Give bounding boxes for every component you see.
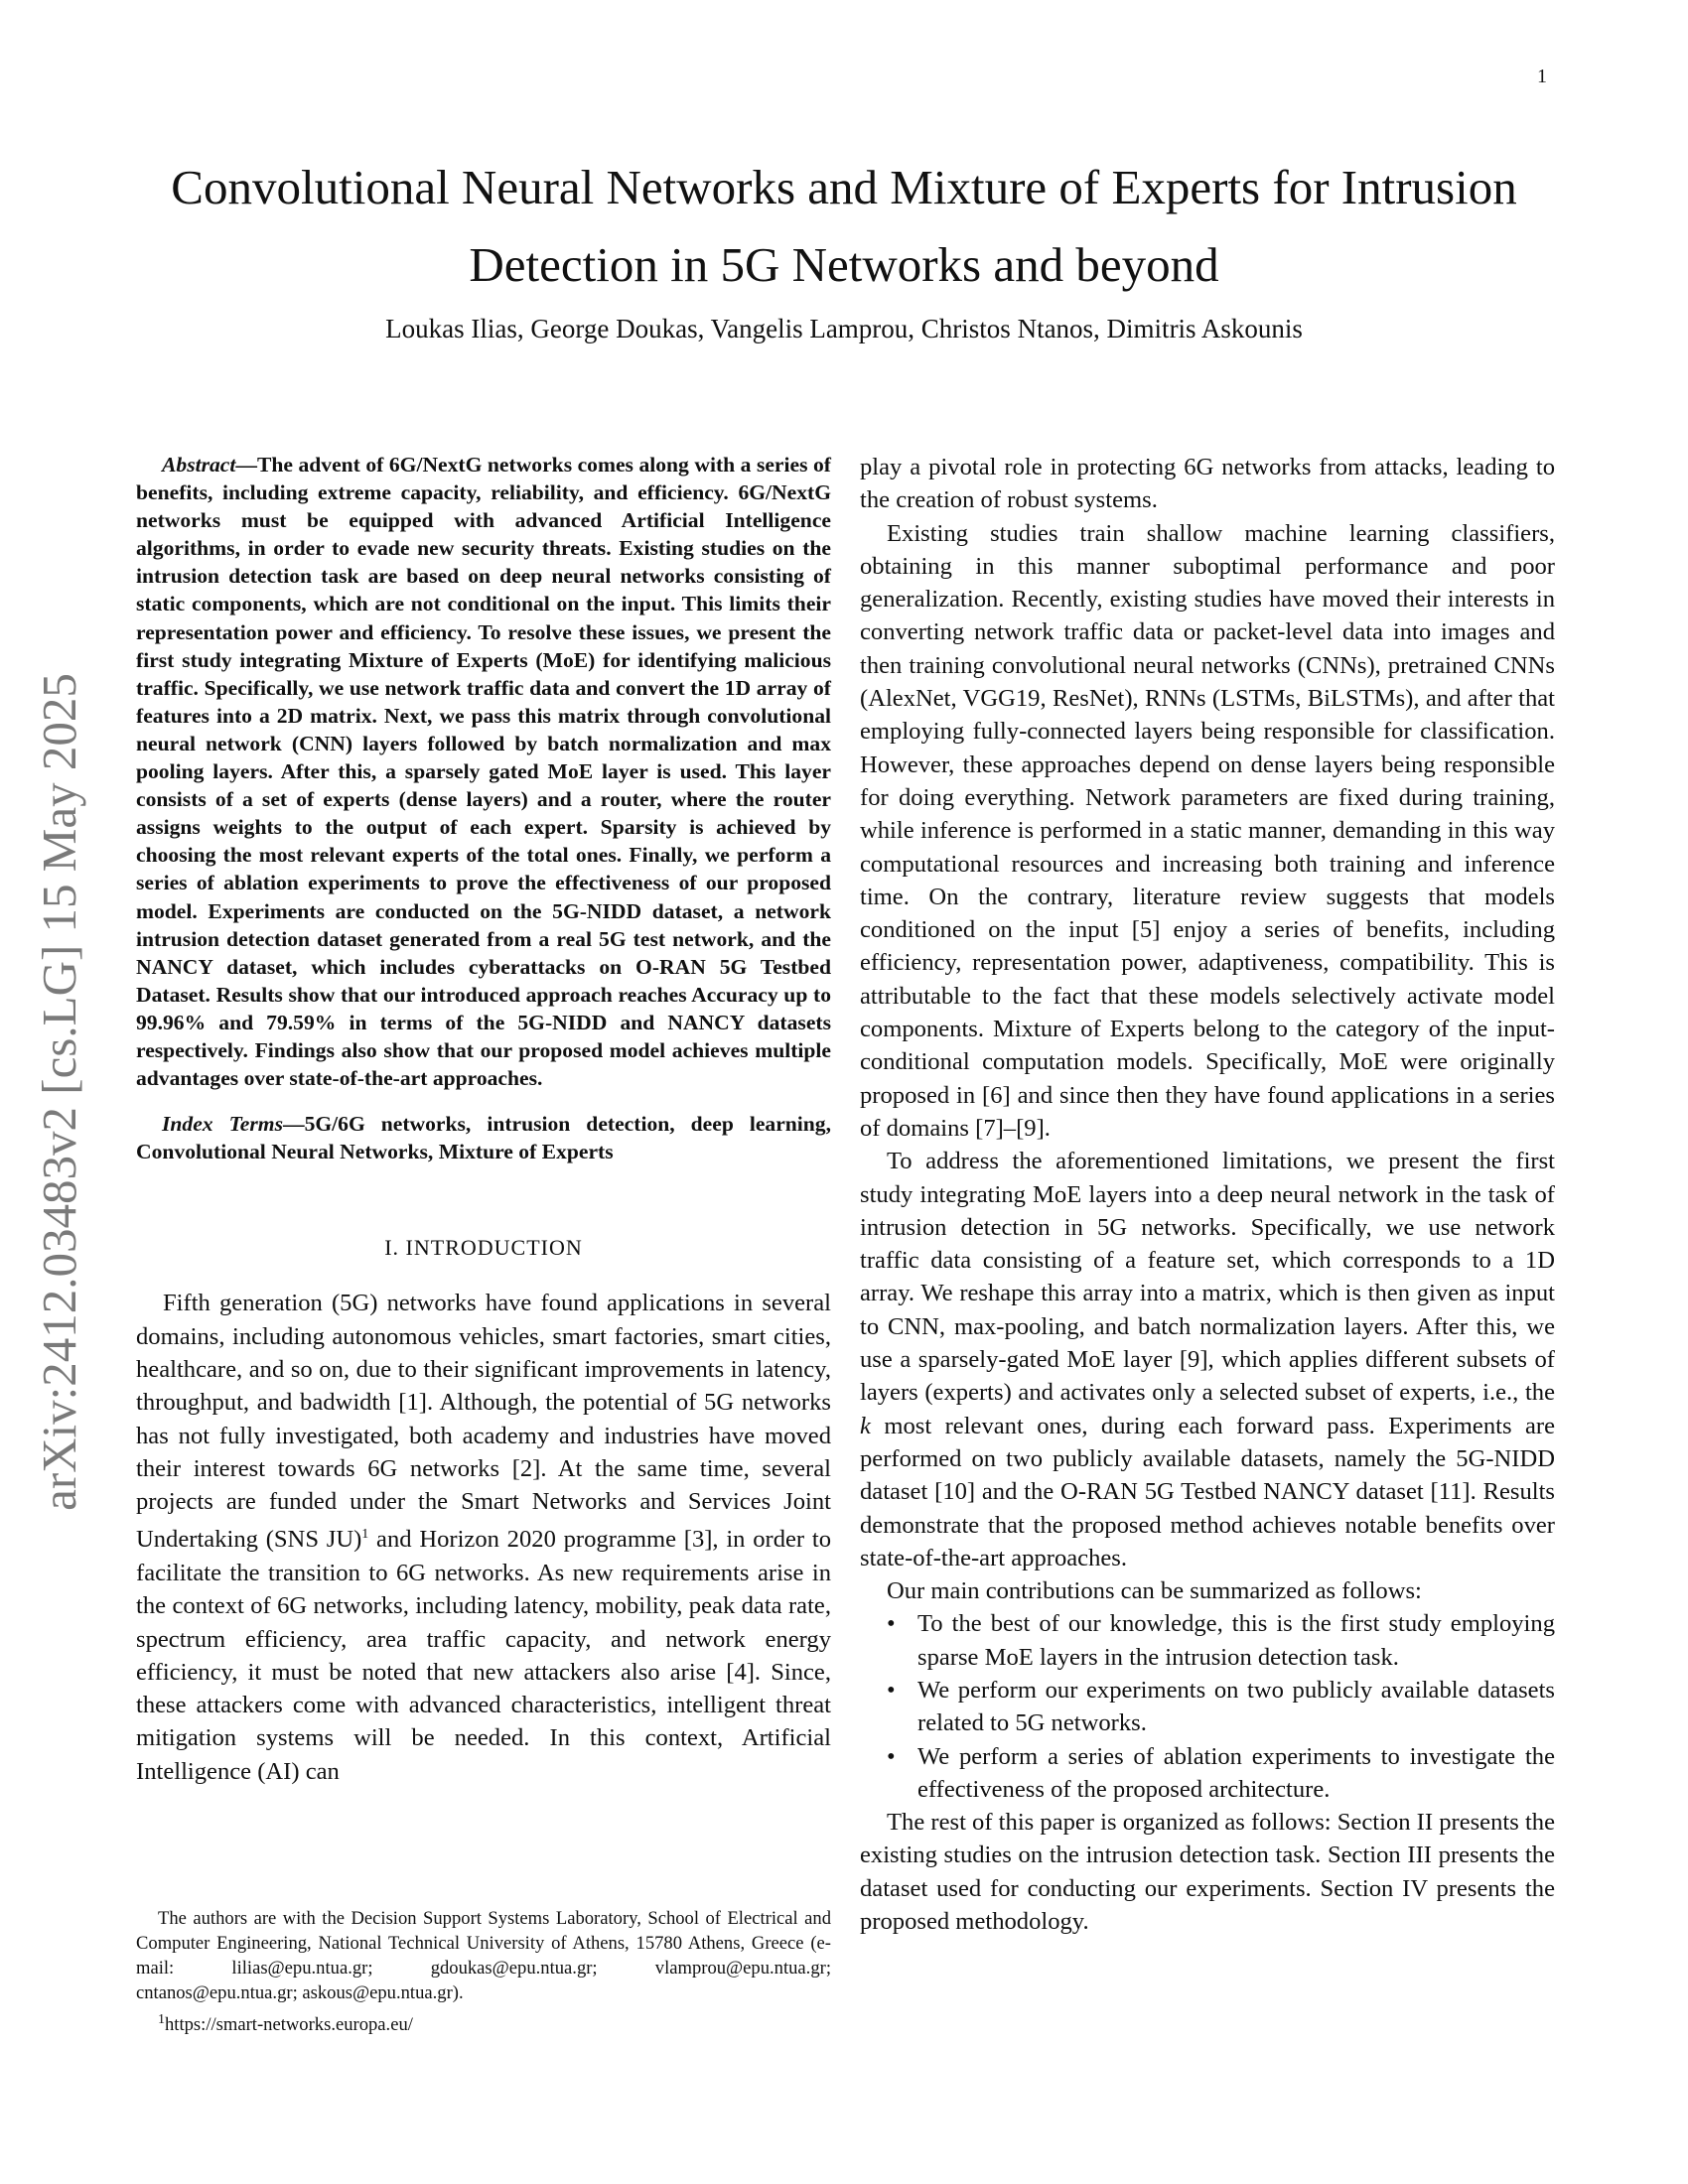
footnotes xyxy=(136,1906,831,2037)
abstract-text: —The advent of 6G/NextG networks comes along with a series of benefits, including extreme capacity, reliability, and efficiency. 6G/NextG networks must be equipped with advanced Artificial Intelligence algorithms, in order to evade new security threats. Existing studies on the intrusion detection task are based on deep neural networks consisting of static components, which are not conditional on the input. This limits their representation power and efficiency. To resolve these issues, we present the first study integrating Mixture of Experts (MoE) for identifying malicious traffic. Specifically, we use network traffic data and convert the 1D array of features into a 2D matrix. Next, we pass this matrix through convolutional neural network (CNN) layers followed by batch normalization and max pooling layers. After this, a sparsely gated MoE layer is used. This layer consists of a set of experts (dense layers) and a router, where the router assigns weights to the output of each expert. Sparsity is achieved by choosing the most relevant experts of the total ones. Finally, we perform a series of ablation experiments to prove the effectiveness of our proposed model. Experiments are conducted on the 5G-NIDD dataset, a network intrusion detection dataset generated from a real 5G test network, and the NANCY dataset, which includes cyberattacks on O-RAN 5G Testbed Dataset. Results show that our introduced approach reaches Accuracy up to 99.96% and 79.59% in terms of the 5G-NIDD and NANCY datasets respectively. Findings also show that our proposed model achieves multiple advantages over state-of-the-art approaches. xyxy=(136,453,831,1091)
index-terms-label: Index Terms xyxy=(162,1112,283,1137)
intro-paragraph-4: Our main contributions can be summarized as follows: xyxy=(887,1577,1422,1605)
section-heading-introduction: I. INTRODUCTION xyxy=(384,1235,583,1261)
footnote-ref: 1 xyxy=(361,1527,369,1543)
url-footnote: $^1$https://smart-networks.europa.eu/ xyxy=(158,2012,413,2036)
index-terms xyxy=(136,1110,831,1165)
right-column xyxy=(860,451,1555,1938)
bullet-icon: • xyxy=(887,1742,896,1770)
list-item: • To the best of our knowledge, this is the first study employing sparse MoE layers in the intrusion detection task. xyxy=(887,1607,1555,1674)
intro-paragraph-2: Existing studies train shallow machine learning classifiers, obtaining in this manner suboptimal performance and poor generalization. Recently, existing studies have moved their interests in converting network traffic data or packet-level data into images and then training convolutional neural networks (CNNs), pretrained CNNs (AlexNet, VGG19, ResNet), RNNs (LSTMs, BiLSTMs), and after that employing fully-connected layers being responsible for classification. However, these approaches depend on dense layers being responsible for doing everything. Network parameters are fixed during training, while inference is performed in a static manner, demanding in this way computational resources and increasing both training and inference time. On the contrary, literature review suggests that models conditioned on the input [5] enjoy a series of benefits, including efficiency, representation power, adaptiveness, compatibility. This is attributable to the fact that these models selectively activate model components. Mixture of Experts belong to the category of the input-conditional computation models. Specifically, MoE were originally proposed in [6] and since then they have found applications in a series of domains [7]–[9]. xyxy=(860,519,1555,1142)
contributions-list xyxy=(860,1607,1555,1806)
variable-k: k xyxy=(860,1412,871,1439)
page-number: 1 xyxy=(1537,66,1547,87)
author-list: Loukas Ilias, George Doukas, Vangelis Lamprou, Christos Ntanos, Dimitris Askounis xyxy=(385,314,1303,343)
intro-paragraph-1: Fifth generation (5G) networks have found applications in several domains, including autonomous vehicles, smart factories, smart cities, healthcare, and so on, due to their significant improvements in latency, throughput, and badwidth [1]. Although, the potential of 5G networks has not fully investigated, both academy and industries have moved their interest towards 6G networks [2]. At the same time, several projects are funded under the Smart Networks and Services Joint Undertaking (SNS JU)$^1$ and Horizon 2020 programme [3], in order to facilitate the transition to 6G networks. As new requirements arise in the context of 6G networks, including latency, mobility, peak data rate, spectrum efficiency, area traffic capacity, and network energy efficiency, it must be noted that new attackers also arise [4]. Since, these attackers come with advanced characteristics, intelligent threat mitigation systems will be needed. In this context, Artificial Intelligence (AI) can xyxy=(136,1290,832,1785)
bullet-icon: • xyxy=(887,1610,896,1638)
left-column xyxy=(136,451,831,1788)
intro-paragraph-3: To address the aforementioned limitations, we present the first study integrating MoE layers into a deep neural network in the task of intrusion detection in 5G networks. Specifically, we use network traffic data consisting of a feature set, which corresponds to a 1D array. We reshape this array into a matrix, which is then given as input to CNN, max-pooling, and batch normalization layers. After this, we use a sparsely-gated MoE layer [9], which applies different subsets of layers (experts) and activates only a selected subset of experts, i.e., the k most relevant ones, during each forward pass. Experiments are performed on two publicly available datasets, namely the 5G-NIDD dataset [10] and the O-RAN 5G Testbed NANCY dataset [11]. Results demonstrate that the proposed method achieves notable benefits over state-of-the-art approaches. xyxy=(860,1148,1555,1571)
list-item: • We perform a series of ablation experiments to investigate the effectiveness of the proposed architecture. xyxy=(887,1740,1555,1807)
footnote-link[interactable]: https://smart-networks.europa.eu/ xyxy=(165,2014,413,2036)
paper-title: Convolutional Neural Networks and Mixture of Experts for Intrusion Detection in 5G Networks and beyond xyxy=(171,160,1517,292)
arxiv-stamp: arXiv:2412.03483v2 [cs.LG] 15 May 2025 xyxy=(32,673,86,1511)
bullet-icon: • xyxy=(887,1676,896,1704)
intro-paragraph-5: The rest of this paper is organized as follows: Section II presents the existing studies on the intrusion detection task. Section III presents the dataset used for conducting our experiments. Section IV presents the proposed methodology. xyxy=(860,1809,1555,1936)
abstract xyxy=(136,451,831,1092)
list-item: • We perform our experiments on two publicly available datasets related to 5G networks. xyxy=(887,1674,1555,1740)
affiliation-footnote: The authors are with the Decision Support Systems Laboratory, School of Electrical and Computer Engineering, National Technical University of Athens, 15780 Athens, Greece (e-mail: lilias@epu.ntua.gr; gdoukas@epu.ntua.gr; vlamprou@epu.ntua.gr; cntanos@epu.ntua.gr; askous@epu.ntua.gr). xyxy=(136,1908,831,2003)
abstract-label: Abstract xyxy=(162,453,236,477)
intro-paragraph-1-continued: play a pivotal role in protecting 6G networks from attacks, leading to the creation of robust systems. xyxy=(860,454,1555,514)
index-terms-text: —5G/6G networks, intrusion detection, deep learning, Convolutional Neural Networks, Mixture of Experts xyxy=(136,1112,832,1164)
